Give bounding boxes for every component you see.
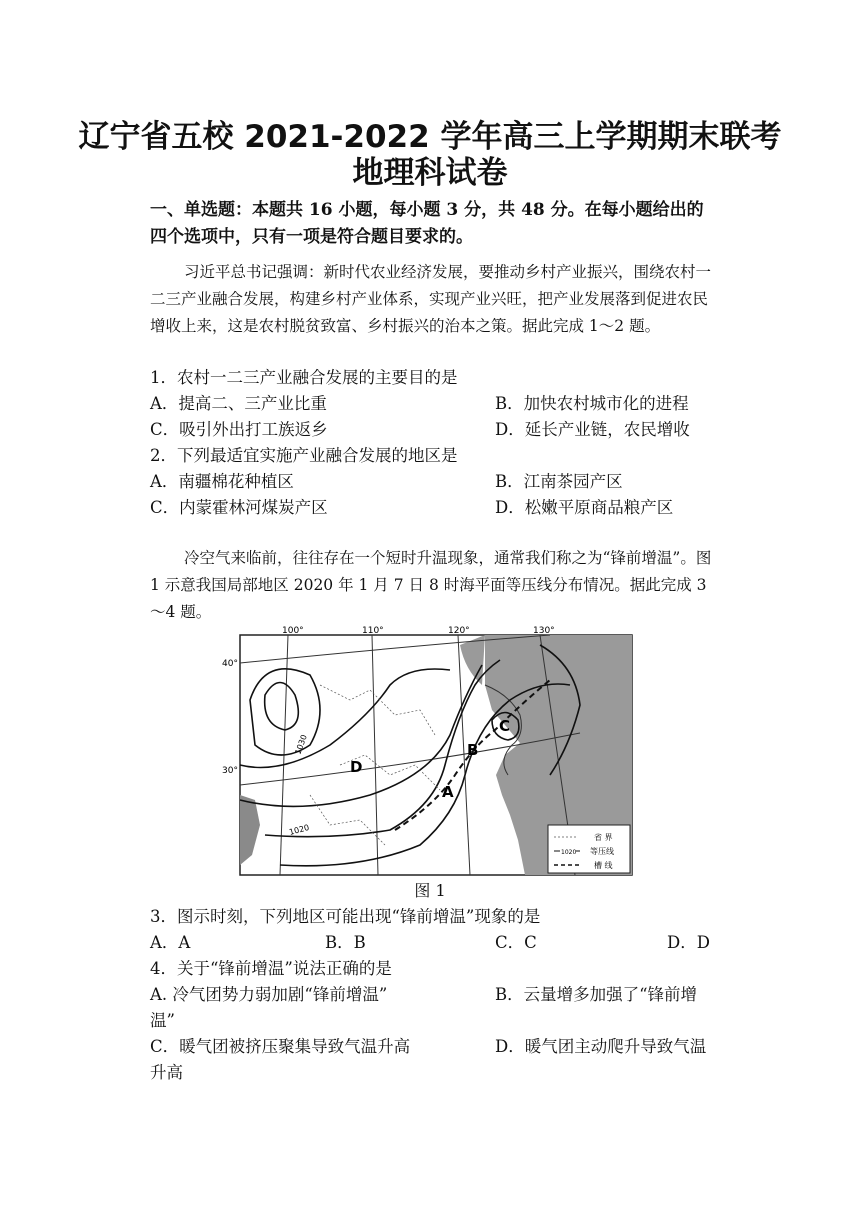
q3-option-c: C．C [495, 933, 537, 952]
lon-label-110: 110° [362, 626, 384, 636]
q2-option-c: C．内蒙霍林河煤炭产区 [150, 498, 328, 517]
q1-option-a: A．提高二、三产业比重 [150, 394, 327, 413]
q2-option-d: D．松嫩平原商品粮产区 [495, 498, 674, 517]
q2-stem: 2．下列最适宜实施产业融合发展的地区是 [150, 446, 458, 465]
isobar-label-1030: 1030 [293, 733, 309, 756]
q1-option-d: D．延长产业链，农民增收 [495, 420, 690, 439]
figure-caption: 图 1 [414, 881, 446, 900]
lat-label-40: 40° [222, 659, 238, 669]
point-c: C [499, 717, 511, 735]
q3-option-b: B．B [325, 933, 366, 952]
passage-1: 习近平总书记强调：新时代农业经济发展，要推动乡村产业振兴，围绕农村一二三产业融合发展，构建乡村产业体系，实现产业兴旺，把产业发展落到促进农民增收上来，这是农村脱贫致富、乡村振兴的治本之策。据此完成 1～2 题。 [150, 263, 712, 335]
q1-option-b: B．加快农村城市化的进程 [495, 394, 689, 413]
q4-option-b: B．云量增多加强了“锋前增 [495, 985, 698, 1004]
q1-option-c: C．吸引外出打工族返乡 [150, 420, 328, 439]
legend-province: 省 界 [594, 833, 613, 842]
q4-option-b-wrap: 温” [150, 1011, 175, 1030]
q3-stem: 3．图示时刻，下列地区可能出现“锋前增温”现象的是 [150, 907, 541, 926]
point-d: D [350, 758, 363, 776]
exam-title: 辽宁省五校 2021-2022 学年高三上学期期末联考 [78, 119, 782, 155]
lon-label-100: 100° [282, 626, 304, 636]
point-a: A [442, 783, 454, 801]
passage-2: 冷空气来临前，往往存在一个短时升温现象，通常我们称之为“锋前增温”。图 1 示意我国局部地区 2020 年 1 月 7 日 8 时海平面等压线分布情况。据此完成 3～4 题。 [150, 549, 712, 621]
q4-option-d-wrap: 升高 [150, 1063, 183, 1082]
q4-stem: 4．关于“锋前增温”说法正确的是 [150, 959, 392, 978]
lat-label-30: 30° [222, 766, 238, 776]
isobar-label-1020: 1020 [288, 822, 311, 837]
isobar-map-figure [220, 625, 640, 880]
lon-label-130: 130° [533, 626, 555, 636]
q3-option-d: D．D [667, 933, 710, 952]
q4-option-a: A. 冷气团势力弱加剧“锋前增温” [150, 985, 388, 1004]
q4-option-c: C．暖气团被挤压聚集导致气温升高 [150, 1037, 411, 1056]
exam-subtitle: 地理科试卷 [352, 155, 508, 191]
section-heading: 一、单选题：本题共 16 小题，每小题 3 分，共 48 分。在每小题给出的四个选项中，只有一项是符合题目要求的。 [150, 200, 704, 247]
q4-option-d: D．暖气团主动爬升导致气温 [495, 1037, 707, 1056]
q1-stem: 1．农村一二三产业融合发展的主要目的是 [150, 368, 458, 387]
legend-trough: 槽 线 [594, 861, 613, 870]
q2-option-a: A．南疆棉花种植区 [150, 472, 294, 491]
legend-isobar: 等压线 [590, 847, 614, 856]
q3-option-a: A．A [150, 933, 191, 952]
legend-isobar-sample: 1020 [561, 849, 577, 856]
q2-option-b: B．江南茶园产区 [495, 472, 623, 491]
point-b: B [467, 741, 479, 759]
lon-label-120: 120° [448, 626, 470, 636]
